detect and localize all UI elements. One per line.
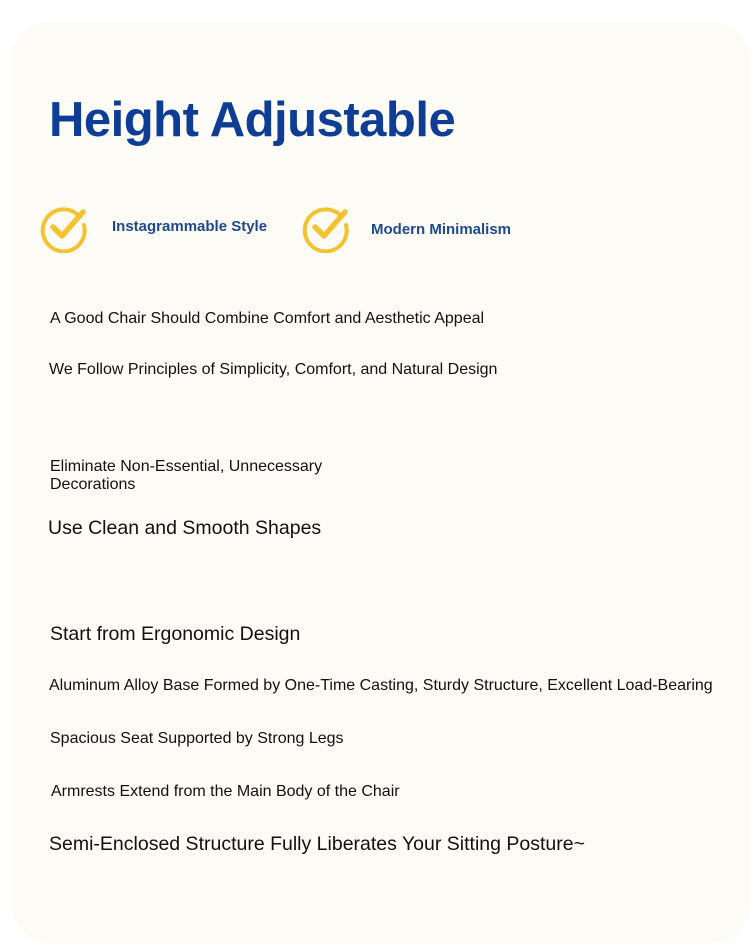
feature-item-armrests: Armrests Extend from the Main Body of the Chair [51, 783, 400, 800]
intro-line-comfort-aesthetic: A Good Chair Should Combine Comfort and Aesthetic Appeal [50, 310, 485, 327]
features-closing-line: Semi-Enclosed Structure Fully Liberates Your Sitting Posture~ [49, 833, 585, 855]
features-heading: Start from Ergonomic Design [50, 623, 301, 645]
principle-clean-shapes: Use Clean and Smooth Shapes [48, 517, 322, 539]
page-title: Height Adjustable [49, 93, 456, 147]
feature-item-aluminum-base: Aluminum Alloy Base Formed by One-Time Casting, Sturdy Structure, Excellent Load-Bearing [49, 677, 713, 694]
check-circle-icon [301, 203, 351, 253]
feature-item-spacious-seat: Spacious Seat Supported by Strong Legs [50, 730, 344, 747]
intro-line-design-principles: We Follow Principles of Simplicity, Comfort, and Natural Design [49, 361, 498, 378]
badge-label-modern-minimalism: Modern Minimalism [371, 221, 512, 238]
badge-label-instagrammable-style: Instagrammable Style [112, 218, 268, 235]
check-circle-icon [39, 203, 89, 253]
principle-eliminate-decorations: Eliminate Non-Essential, Unnecessary Decorations [50, 458, 323, 493]
